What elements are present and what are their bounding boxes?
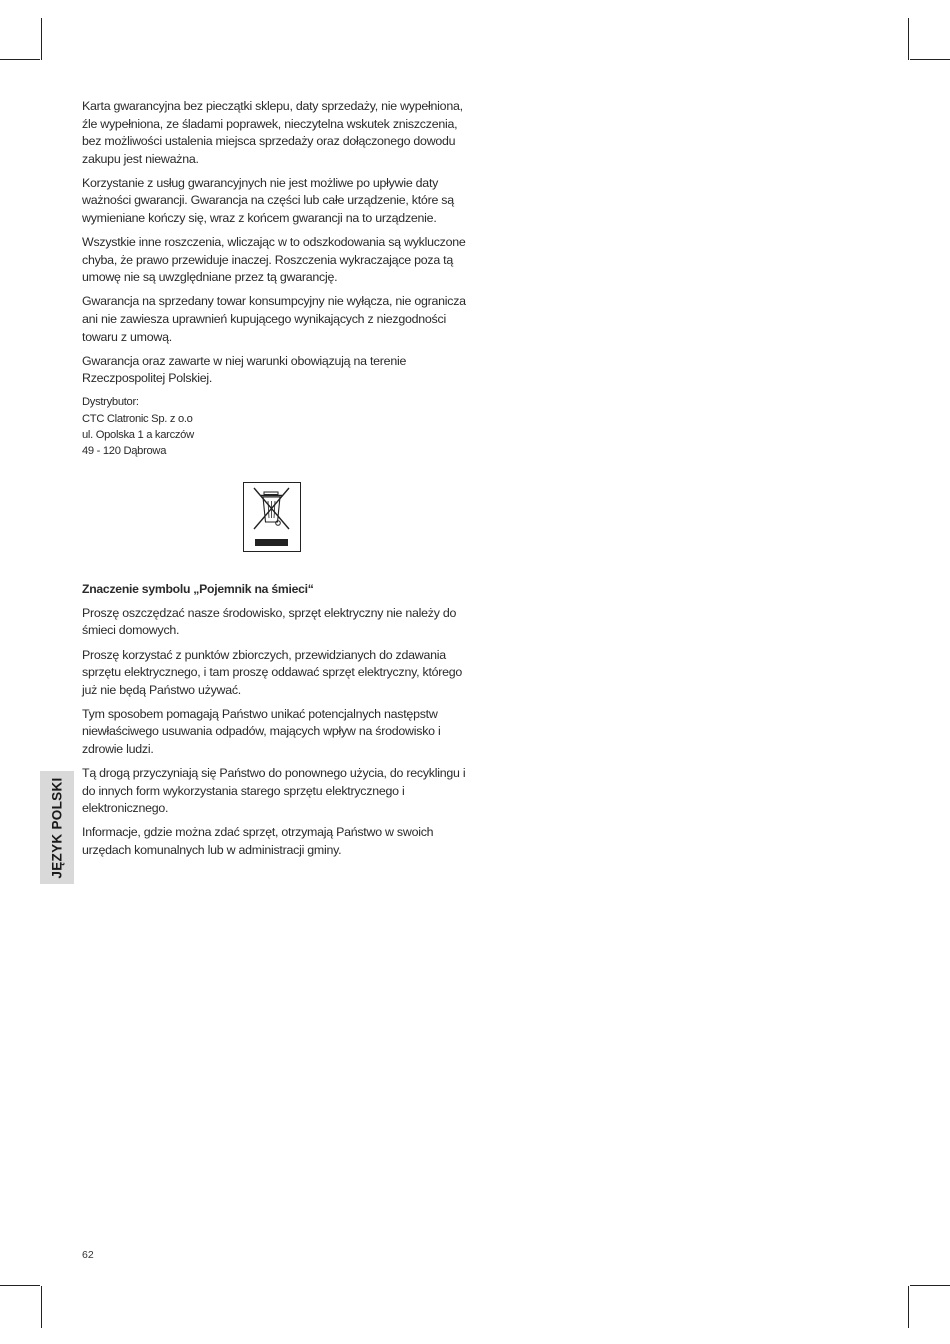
crop-mark-top-left-horizontal bbox=[0, 59, 40, 60]
crop-mark-top-left-vertical bbox=[41, 18, 42, 60]
crop-mark-bottom-left-horizontal bbox=[0, 1285, 40, 1286]
symbol-paragraph-3: Tym sposobem pomagają Państwo unikać potencjalnych następstw niewłaściwego usuwania odpadów, mających wpływ na środowisko i zdrowie ludzi. bbox=[82, 706, 441, 756]
crop-mark-top-right-horizontal bbox=[910, 59, 950, 60]
distributor-block bbox=[82, 394, 466, 459]
crossed-out-wheelie-bin-icon bbox=[244, 483, 299, 550]
language-tab-label: JĘZYK POLSKI bbox=[49, 776, 65, 879]
text-column bbox=[82, 98, 466, 866]
weee-symbol-box bbox=[243, 482, 301, 552]
symbol-paragraph-2: Proszę korzystać z punktów zbiorczych, przewidzianych do zdawania sprzętu elektrycznego, i tam proszę oddawać sprzęt elektryczny, którego już nie będą Państwo używać. bbox=[82, 647, 463, 697]
crop-mark-bottom-right-vertical bbox=[908, 1286, 909, 1328]
symbol-paragraph-4: Tą drogą przyczyniają się Państwo do ponownego użycia, do recyklingu i do innych form wykorzystania starego sprzętu elektrycznego i elektronicznego. bbox=[82, 766, 466, 816]
crop-mark-bottom-left-vertical bbox=[41, 1286, 42, 1328]
distributor-company: CTC Clatronic Sp. z o.o bbox=[82, 412, 193, 425]
warranty-paragraph-4: Gwarancja na sprzedany towar konsumpcyjny nie wyłącza, nie ogranicza ani nie zawiesza uprawnień kupującego wynikających z niezgodności towaru z umową. bbox=[82, 294, 466, 344]
page-number: 62 bbox=[82, 1249, 94, 1261]
crop-mark-bottom-right-horizontal bbox=[910, 1285, 950, 1286]
warranty-paragraph-5: Gwarancja oraz zawarte w niej warunki obowiązują na terenie Rzeczpospolitej Polskiej. bbox=[82, 353, 407, 386]
warranty-paragraph-1: Karta gwarancyjna bez pieczątki sklepu, daty sprzedaży, nie wypełniona, źle wypełniona, ze śladami poprawek, nieczytelna wskutek zniszczenia, bez możliwości ustalenia miejsca sprzedaży oraz dołączonego dowodu zakupu jest nieważna. bbox=[82, 99, 463, 166]
language-side-tab bbox=[40, 771, 74, 884]
symbol-paragraph-5: Informacje, gdzie można zdać sprzęt, otrzymają Państwo w swoich urzędach komunalnych lub w administracji gminy. bbox=[82, 825, 434, 857]
symbol-paragraph-1: Proszę oszczędzać nasze środowisko, sprzęt elektryczny nie należy do śmieci domowych. bbox=[82, 605, 457, 638]
crop-mark-top-right-vertical bbox=[908, 18, 909, 60]
distributor-label: Dystrybutor: bbox=[82, 396, 139, 409]
symbol-heading: Znaczenie symbolu „Pojemnik na śmieci“ bbox=[82, 582, 314, 597]
warranty-paragraph-3: Wszystkie inne roszczenia, wliczając w to odszkodowania są wykluczone chyba, że prawo przewiduje inaczej. Roszczenia wykraczające poza tą umowę nie są uwzględniane przez tą gwarancję. bbox=[82, 235, 466, 285]
distributor-city: 49 - 120 Dąbrowa bbox=[82, 445, 167, 458]
warranty-paragraph-2: Korzystanie z usług gwarancyjnych nie jest możliwe po upływie daty ważności gwarancji. Gwarancja na części lub całe urządzenie, które są wymieniane kończy się, wraz z końcem gwarancji na to urządzenie. bbox=[82, 175, 454, 226]
distributor-street: ul. Opolska 1 a karczów bbox=[82, 428, 194, 441]
